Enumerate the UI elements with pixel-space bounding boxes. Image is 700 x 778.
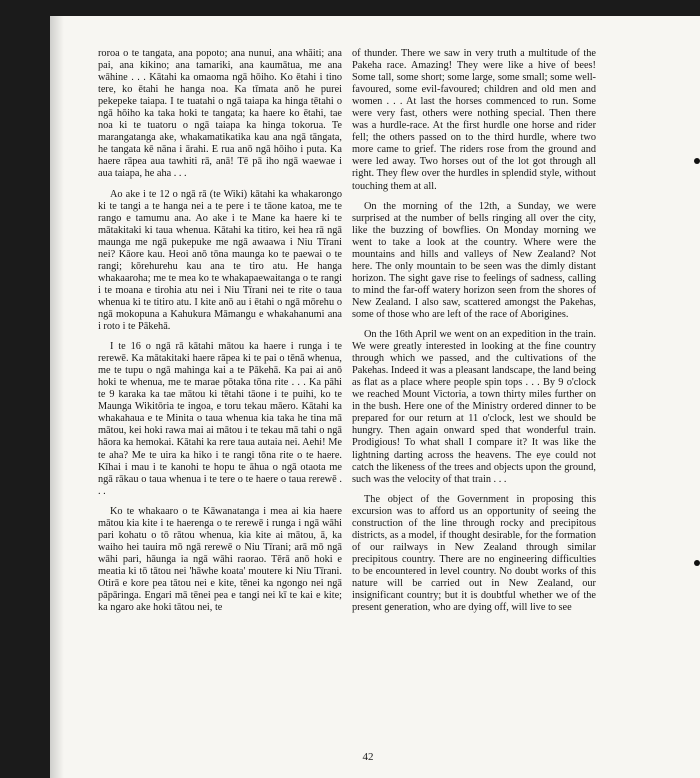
english-paragraph-2: On the morning of the 12th, a Sunday, we were surprised at the number of bells ringing all over the city, like the buzzing of bowflies. On Monday morning we went to take a look at the country. Where were the mountains and hills and valleys of New Zealand? Not here. The only mountain to be seen was the dimly distant horizon. The sight gave rise to feelings of sadness, calling to mind the far-off watery horizon seen from the shores of New Zealand. I also saw, scattered amongst the Pakehas, some of those who are left of the race of Aborigines.	[352, 200, 596, 320]
english-paragraph-3: On the 16th April we went on an expedition in the train. We were greatly interested in looking at the fine country through which we passed, and the cultivations of the Pakehas. Indeed it was a pleasant landscape, the land being as flat as a place where people spin tops . . . By 9 o'clock we reached Mount Victoria, a town thirty miles further on in the bush. Here one of the Ministry ordered dinner to be prepared for our return at 11 o'clock, lest we should be hungry. Then again onward sped that wonderful train. Prodigious! To what shall I compare it? It was like the lightning darting across the heavens. The eye could not catch the likeness of the trees and objects upon the ground, such was the velocity of that train . . .	[352, 329, 596, 485]
english-paragraph-1: of thunder. There we saw in very truth a multitude of the Pakeha race. Amazing! They were like a hive of bees! Some tall, some short; some large, some small; some well-favoured, some evil-favoured; children and old men and women . . . At last the horses commenced to run. Some were very fast, others were nothing special. Then there was a hurdle-race. At the first hurdle one horse and rider fell; the others passed on to the third hurdle, where two more came to grief. The riders rose from the ground and were led away. Two horses out of the lot got through all right. They flew over the hurdles in splendid style, without touching them at all.	[352, 48, 596, 192]
binding-hole-mark	[694, 560, 700, 566]
maori-paragraph-2: Ao ake i te 12 o ngā rā (te Wiki) kātahi ka whakarongo ki te tangi a te hanga nei a te pere i te tāone katoa, me te rango e tamumu ana. Ao ake i te Mane ka haere ki te mātakitaki ki taua whenua. Kātahi ka titiro, kei hea rā ngā maunga me ngā pukepuke me ngā awaawa i Niu Tīrani nei? Kāore kau. Heoi anō tōna maunga ko te paewai o te rangi; kōrehurehu kau ana te tiro atu. He hanga whakaaroha; me te mea ko te whakapaewaitanga o te rangi i te moana e tirohia atu nei i Niu Tīrani nei te rite o taua whenua ki te titiro atu. I kite anō au i ētahi o ngā mōrehu o ngā mokopuna a Kahukura Māmangu e whakahanumi ana i roto i te Pākehā.	[98, 188, 342, 333]
binding-hole-mark	[694, 158, 700, 164]
english-text-column	[352, 48, 596, 748]
page-number: 42	[362, 751, 374, 763]
maori-paragraph-1: roroa o te tangata, ana popoto; ana nunui, ana whāiti; ana pai, ana kikino; ana tamariki, ana kaumātua, me ana wāhine . . . Kātahi ka omaoma ngā hōiho. Ko ētahi i tino tere, ko ētahi he hanga noa. Ka tīmata anō he purei pekepeke taiapa. I te tuatahi o ngā taiapa ka hinga tētahi o ngā hōiho ka taka hoki te tangata; ka haere ko ētahi, tae noa ki te tuatoru o ngā taiapa ka hinga tokorua. Te marangatanga ake, whakamatikatika kau ana ngā tāngata, he tangata kē nāna i ārahi. E rua anō ngā hōiho i puta. Ka haere rāpea aua tawhiti rā, anā! Tē pā iho ngā waewae i aua taiapa, he aha . . .	[98, 48, 342, 180]
maori-text-column	[98, 48, 342, 748]
page-gutter-shadow	[50, 16, 64, 778]
english-paragraph-4: The object of the Government in proposing this excursion was to afford us an opportunity of seeing the construction of the line through rocky and precipitous districts, as a model, if thought desirable, for the formation of our railways in New Zealand through similar precipitous country. There are no engineering difficulties to be encountered in level country. No doubt works of this nature will be carried out in New Zealand, our insignificant country; but it is doubtful whether we of the present generation, who are dying off, will live to see	[352, 493, 596, 614]
maori-paragraph-3: I te 16 o ngā rā kātahi mātou ka haere i runga i te rerewē. Ka mātakitaki haere rāpea ki te pai o tēnā whenua, me te tupu o ngā mahinga kai a te Pākehā. Ka pai ai anō hoki te whenua, me te marae pōtaka tōna rite . . . Ka pāhi te 9 karaka ka tae mātou ki tētahi tāone i te puihi, ko te Maunga Wikitōria te ingoa, e toru tekau māero. Kātahi ka whakahaua e te Minita o taua whenua kia taka he tina mā mātou, kei hoki rawa mai ai mātou i te tekau mā tahi o ngā hāora ka hemokai. Kātahi ka rere taua autaia nei. Aehi! Me te aha? Me te uira ka hiko i te rangi tōna rite o te haere. Kīhai i mau i te kanohi te hopu te āhua o ngā otaota me ngā rākau o taua whenua i te tere o te haere o taua rerewē . . .	[98, 341, 342, 497]
maori-paragraph-4: Ko te whakaaro o te Kāwanatanga i mea ai kia haere mātou kia kite i te haerenga o te rerewē i runga i ngā wāhi pari kohatu o tō rātou whenua, kia kite ai mātou, ā, ka waiho hei tauira mō ngā rerewē o Niu Tīrani; arā mō ngā wāhi pari, hāunga ia ngā wāhi raorao. Tērā anō hoki e meatia ki tō tātou nei 'hāwhe koata' moutere ki Niu Tīrani. Otirā e kore pea tātou nei e kite, tēnei ka ngongo nei ngā pāpāringa. Engari mā tēnei pea e tangi nei kī te kai e kite; ka ngaro ake hoki tātou nei, te	[98, 505, 342, 614]
